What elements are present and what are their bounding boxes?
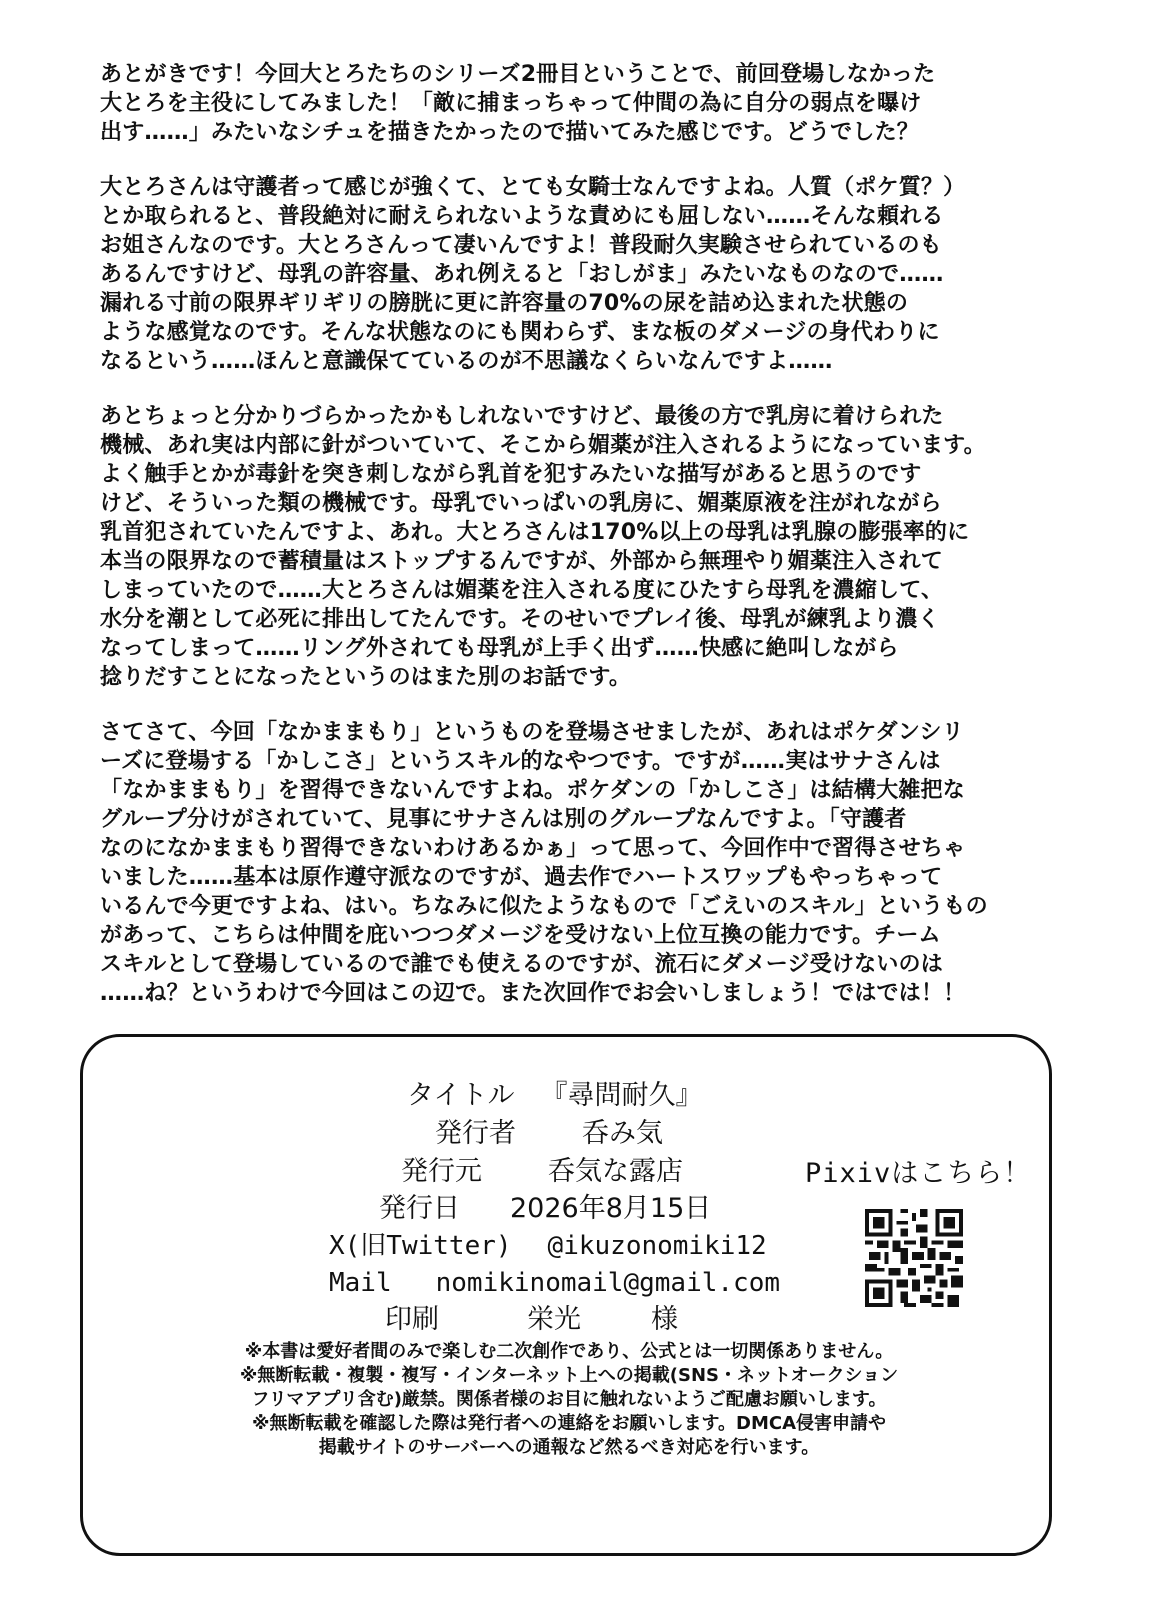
- afterword: [100, 60, 1060, 1034]
- x-row: [329, 1229, 767, 1263]
- text-line: 大とろを主役にしてみました！「敵に捕まっちゃって仲間の為に自分の弱点を曝け: [100, 91, 922, 116]
- text-line: いるんで今更ですよね、はい。ちなみに似たようなもので「ごえいのスキル」というもの: [100, 894, 988, 919]
- mail-address[interactable]: nomikinomail@gmail.com: [435, 1268, 780, 1298]
- text-line: なのになかままもり習得できないわけあるかぁ」って思って、今回作中で習得させちゃ: [100, 836, 966, 861]
- publisher-row: [401, 1155, 683, 1189]
- mail-label: Mail: [329, 1268, 392, 1298]
- qr-code-icon[interactable]: [865, 1209, 963, 1307]
- afterword-paragraph-2: [100, 173, 1060, 376]
- text-line: しまっていたので……大とろさんは媚薬を注入される度にひたすら母乳を濃縮して、: [100, 578, 944, 603]
- text-line: とか取られると、普段絶対に耐えられないような責めにも屈しない……そんな頼れる: [100, 204, 944, 229]
- text-line: あとちょっと分かりづらかったかもしれないですけど、最後の方で乳房に着けられた: [100, 404, 944, 429]
- author-value: 呑み気: [582, 1118, 663, 1149]
- author-row: [435, 1117, 663, 1151]
- notice-line: ※本書は愛好者間のみで楽しむ二次創作であり、公式とは一切関係ありません。: [244, 1341, 894, 1362]
- text-line: あとがきです！今回大とろたちのシリーズ2冊目ということで、前回登場しなかった: [100, 62, 936, 87]
- text-line: グループ分けがされていて、見事にサナさんは別のグループなんですよ。「守護者: [100, 807, 907, 832]
- printer-label: 印刷: [385, 1304, 439, 1335]
- text-line: いました……基本は原作遵守派なのですが、過去作でハートスワップもやっちゃって: [100, 865, 943, 890]
- title-label: タイトル: [407, 1080, 515, 1111]
- text-line: 機械、あれ実は内部に針がついていて、そこから媚薬が注入されるようになっています。: [100, 433, 986, 458]
- notice-line: ※無断転載・複製・複写・インターネット上への掲載(SNS・ネットオークション: [239, 1365, 899, 1386]
- notice-line: 掲載サイトのサーバーへの通報など然るべき対応を行います。: [318, 1437, 820, 1458]
- notice-line: ※無断転載を確認した際は発行者への連絡をお願いします。DMCA侵害申請や: [251, 1413, 887, 1434]
- text-line: さてさて、今回「なかままもり」というものを登場させましたが、あれはポケダンシリ: [100, 720, 964, 745]
- title-value: 『尋問耐久』: [540, 1080, 703, 1111]
- text-line: 本当の限界なので蓄積量はストップするんですが、外部から無理やり媚薬注入されて: [100, 549, 943, 574]
- text-line: 水分を潮として必死に排出してたんです。そのせいでプレイ後、母乳が練乳より濃く: [100, 607, 940, 632]
- notice-line: フリマアプリ含む)厳禁。関係者様のお目に触れないようご配慮お願いします。: [251, 1389, 887, 1410]
- text-line: あるんですけど、母乳の許容量、あれ例えると「おしがま」みたいなものなので……: [100, 262, 944, 287]
- mail-row: [329, 1266, 780, 1300]
- date-label: 発行日: [379, 1193, 460, 1224]
- text-line: 大とろさんは守護者って感じが強くて、とても女騎士なんですよね。人質（ポケ質？）: [100, 175, 966, 200]
- printer-row: [385, 1303, 678, 1337]
- text-line: なってしまって……リング外されても母乳が上手く出ず……快感に絶叫しながら: [100, 636, 899, 661]
- text-line: 乳首犯されていたんですよ、あれ。大とろさんは170%以上の母乳は乳腺の膨張率的に: [100, 520, 970, 545]
- text-line: ……ね？というわけで今回はこの辺で。また次回作でお会いしましょう！ではでは！！: [100, 981, 966, 1006]
- printer-value: 栄光: [527, 1304, 581, 1335]
- publisher-label: 発行元: [401, 1156, 482, 1187]
- colophon-box: [80, 1034, 1052, 1556]
- afterword-paragraph-1: [100, 60, 1060, 147]
- text-line: お姐さんなのです。大とろさんって凄いんですよ！普段耐久実験させられているのも: [100, 233, 942, 258]
- text-line: ような感覚なのです。そんな状態なのにも関わらず、まな板のダメージの身代わりに: [100, 320, 940, 345]
- text-line: があって、こちらは仲間を庇いつつダメージを受けない上位互換の能力です。チーム: [100, 923, 941, 948]
- date-row: [379, 1192, 711, 1226]
- text-line: 漏れる寸前の限界ギリギリの膀胱に更に許容量の70%の尿を詰め込まれた状態の: [100, 291, 909, 316]
- author-label: 発行者: [435, 1118, 516, 1149]
- publisher-value: 呑気な露店: [548, 1156, 683, 1187]
- x-handle[interactable]: @ikuzonomiki12: [547, 1231, 767, 1261]
- text-line: 「なかままもり」を習得できないんですよね。ポケダンの「かしこさ」は結構大雑把な: [100, 778, 965, 803]
- text-line: 捻りだすことになったというのはまた別のお話です。: [100, 665, 632, 690]
- text-line: よく触手とかが毒針を突き刺しながら乳首を犯すみたいな描写があると思うのです: [100, 462, 922, 487]
- text-line: スキルとして登場しているので誰でも使えるのですが、流石にダメージ受けないのは: [100, 952, 943, 977]
- pixiv-label: Pixivはこちら！: [805, 1158, 1032, 1189]
- text-line: けど、そういった類の機械です。母乳でいっぱいの乳房に、媚薬原液を注がれながら: [100, 491, 942, 516]
- text-line: 出す……」みたいなシチュを描きたかったので描いてみた感じです。どうでした？: [100, 120, 919, 145]
- x-label: X(旧Twitter): [329, 1231, 512, 1261]
- title-row: [407, 1079, 702, 1113]
- text-line: ーズに登場する「かしこさ」というスキル的なやつです。ですが……実はサナさんは: [100, 749, 941, 774]
- text-line: なるという……ほんと意識保てているのが不思議なくらいなんですよ……: [100, 349, 833, 374]
- afterword-paragraph-4: [100, 718, 1060, 1008]
- date-value: 2026年8月15日: [510, 1193, 712, 1224]
- printer-suffix: 様: [651, 1304, 678, 1335]
- afterword-paragraph-3: [100, 402, 1060, 692]
- legal-notices: [83, 1340, 1055, 1460]
